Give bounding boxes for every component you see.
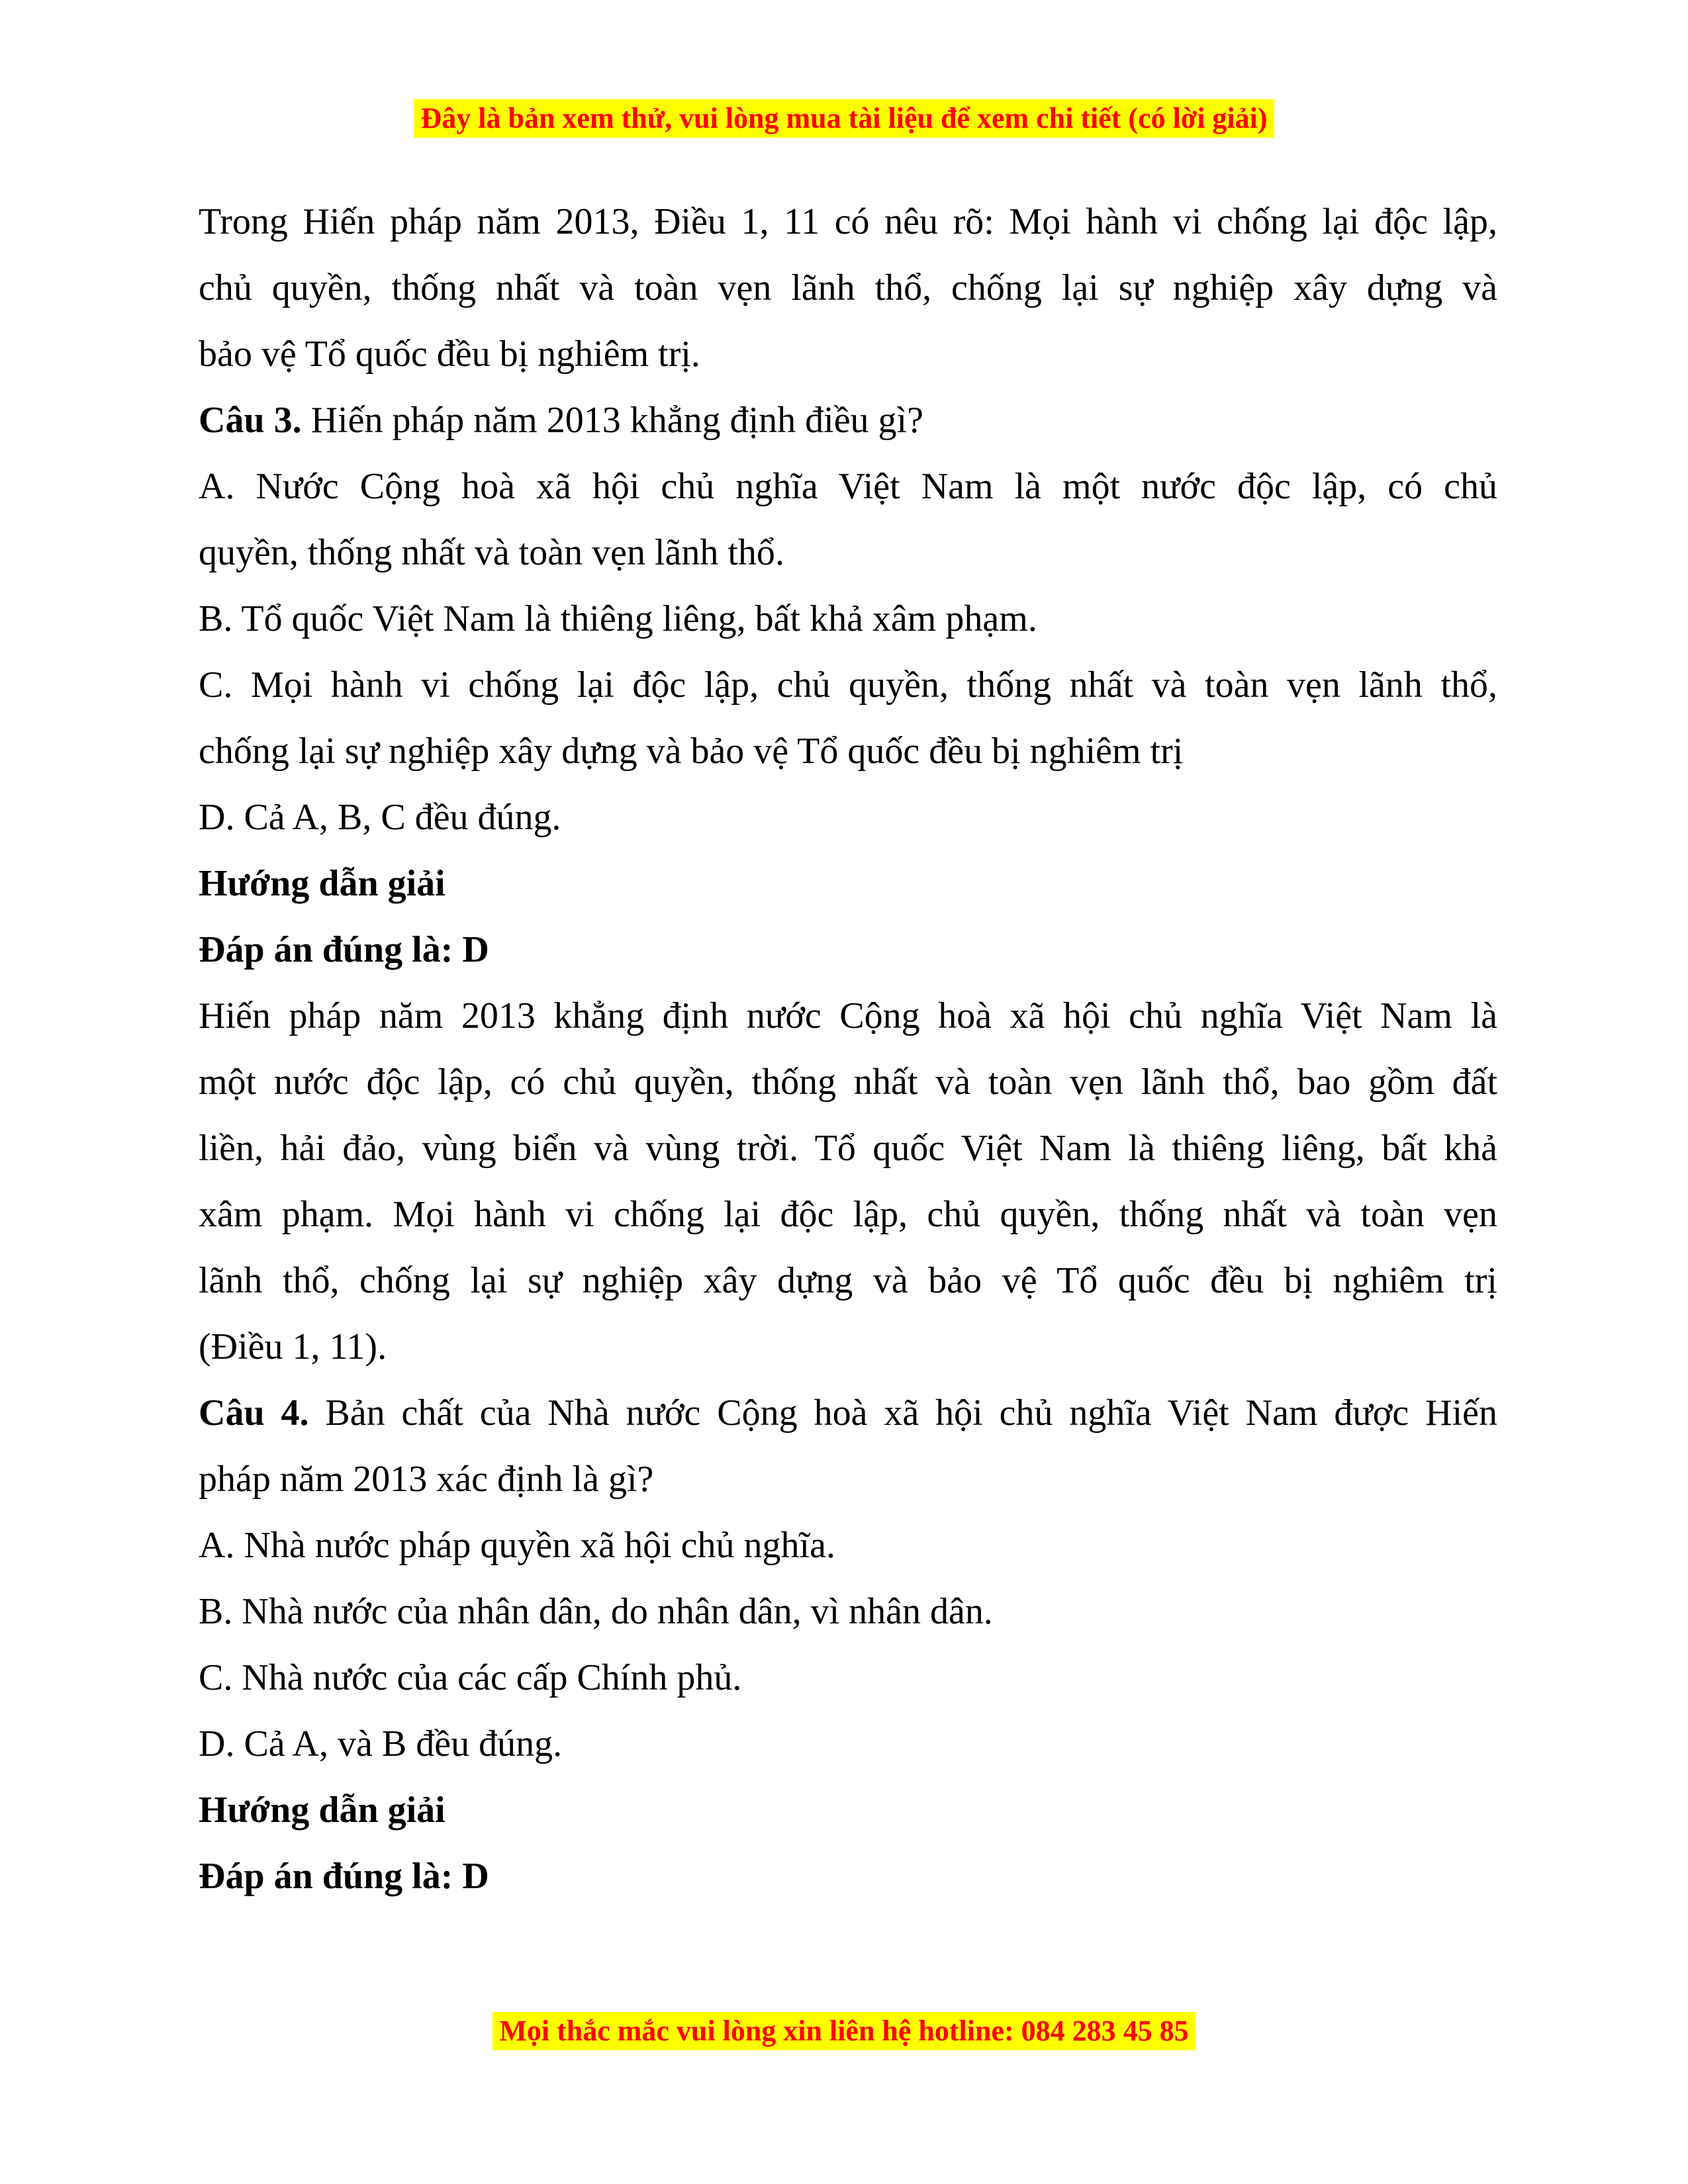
text-line xyxy=(199,1578,1497,1645)
bold-text-run: Câu 3. xyxy=(199,400,302,441)
text-line xyxy=(199,983,1497,1049)
bold-text-run: Hướng dẫn giải xyxy=(199,1790,445,1831)
footer-notice-row xyxy=(0,2012,1688,2050)
hotline-banner: Mọi thắc mắc vui lòng xin liên hệ hotline: 084 283 45 85 xyxy=(492,2012,1195,2050)
text-run: C. Mọi hành vi chống lại độc lập, chủ quyền, thống nhất và toàn vẹn lãnh thổ, xyxy=(199,664,1497,705)
text-run: Hiến pháp năm 2013 khẳng định điều gì? xyxy=(301,400,923,441)
text-run: liền, hải đảo, vùng biển và vùng trời. Tổ quốc Việt Nam là thiêng liêng, bất khả xyxy=(199,1128,1497,1169)
text-line xyxy=(199,1777,1497,1843)
text-line xyxy=(199,652,1497,718)
text-line xyxy=(199,1115,1497,1181)
text-run: chủ quyền, thống nhất và toàn vẹn lãnh thổ, chống lại sự nghiệp xây dựng và xyxy=(199,267,1497,308)
bold-text-run: Đáp án đúng là: D xyxy=(199,929,489,970)
text-line xyxy=(199,453,1497,520)
text-run: Hiến pháp năm 2013 khẳng định nước Cộng hoà xã hội chủ nghĩa Việt Nam là xyxy=(199,995,1497,1036)
text-run: chống lại sự nghiệp xây dựng và bảo vệ Tổ quốc đều bị nghiêm trị xyxy=(199,731,1184,772)
text-line xyxy=(199,1314,1497,1380)
text-run: lãnh thổ, chống lại sự nghiệp xây dựng và bảo vệ Tổ quốc đều bị nghiêm trị xyxy=(199,1260,1497,1301)
text-line xyxy=(199,1248,1497,1314)
text-run: D. Cả A, B, C đều đúng. xyxy=(199,797,561,838)
text-line xyxy=(199,1711,1497,1777)
text-line xyxy=(199,917,1497,983)
text-line xyxy=(199,718,1497,784)
text-run: Bản chất của Nhà nước Cộng hoà xã hội chủ nghĩa Việt Nam được Hiến xyxy=(308,1392,1498,1433)
text-line xyxy=(199,1446,1497,1512)
text-run: A. Nước Cộng hoà xã hội chủ nghĩa Việt Nam là một nước độc lập, có chủ xyxy=(199,466,1497,507)
header-notice-row xyxy=(0,99,1688,138)
preview-warning-banner: Đây là bản xem thử, vui lòng mua tài liệu để xem chi tiết (có lời giải) xyxy=(414,99,1274,138)
text-line xyxy=(199,1843,1497,1909)
text-line xyxy=(199,1181,1497,1248)
text-run: pháp năm 2013 xác định là gì? xyxy=(199,1459,654,1500)
text-line xyxy=(199,321,1497,387)
text-run: một nước độc lập, có chủ quyền, thống nhất và toàn vẹn lãnh thổ, bao gồm đất xyxy=(199,1062,1497,1103)
text-line xyxy=(199,255,1497,321)
text-run: B. Tổ quốc Việt Nam là thiêng liêng, bất khả xâm phạm. xyxy=(199,598,1037,639)
text-line xyxy=(199,1645,1497,1711)
document-body xyxy=(199,189,1497,1909)
text-line xyxy=(199,1512,1497,1578)
text-run: (Điều 1, 11). xyxy=(199,1326,387,1367)
text-run: bảo vệ Tổ quốc đều bị nghiêm trị. xyxy=(199,334,700,375)
text-line xyxy=(199,1380,1497,1446)
text-run: quyền, thống nhất và toàn vẹn lãnh thổ. xyxy=(199,532,784,573)
text-run: A. Nhà nước pháp quyền xã hội chủ nghĩa. xyxy=(199,1525,835,1566)
text-line xyxy=(199,189,1497,255)
bold-text-run: Hướng dẫn giải xyxy=(199,863,445,904)
text-line xyxy=(199,850,1497,917)
text-run: B. Nhà nước của nhân dân, do nhân dân, vì nhân dân. xyxy=(199,1591,993,1632)
text-line xyxy=(199,387,1497,453)
text-line xyxy=(199,1049,1497,1115)
text-line xyxy=(199,784,1497,850)
text-run: xâm phạm. Mọi hành vi chống lại độc lập, chủ quyền, thống nhất và toàn vẹn xyxy=(199,1194,1497,1235)
text-line xyxy=(199,520,1497,586)
bold-text-run: Câu 4. xyxy=(199,1392,309,1433)
text-line xyxy=(199,586,1497,652)
text-run: Trong Hiến pháp năm 2013, Điều 1, 11 có nêu rõ: Mọi hành vi chống lại độc lập, xyxy=(199,201,1497,242)
bold-text-run: Đáp án đúng là: D xyxy=(199,1856,489,1897)
text-run: D. Cả A, và B đều đúng. xyxy=(199,1723,563,1764)
text-run: C. Nhà nước của các cấp Chính phủ. xyxy=(199,1657,742,1698)
